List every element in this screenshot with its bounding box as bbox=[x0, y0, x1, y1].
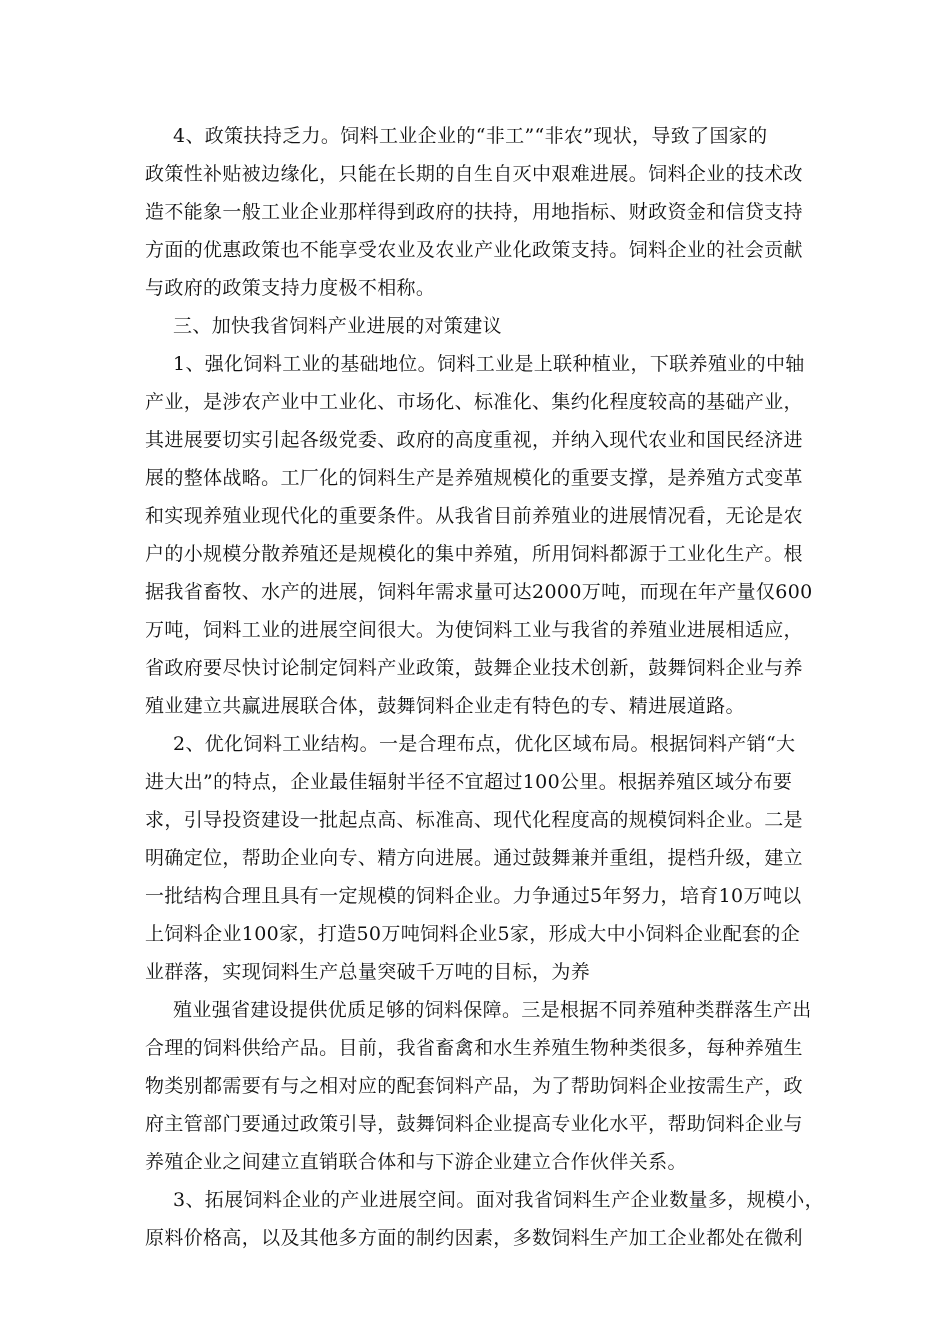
paragraph-1-line-10: 殖业建立共赢进展联合体，鼓舞饲料企业走有特色的专、精进展道路。 bbox=[145, 695, 745, 717]
paragraph-4-line-3: 造不能象一般工业企业那样得到政府的扶持，用地指标、财政资金和信贷支持 bbox=[145, 201, 803, 223]
paragraph-2-line-5: 一批结构合理且具有一定规模的饲料企业。力争通过5年努力，培育10万吨以 bbox=[145, 885, 802, 907]
paragraph-2-line-1: 2、优化饲料工业结构。一是合理布点，优化区域布局。根据饲料产销“大 bbox=[173, 733, 796, 755]
paragraph-4-line-2: 政策性补贴被边缘化，只能在长期的自生自灭中艰难进展。饲料企业的技术改 bbox=[145, 163, 803, 185]
paragraph-2b-line-3: 物类别都需要有与之相对应的配套饲料产品，为了帮助饲料企业按需生产，政 bbox=[145, 1075, 803, 1097]
paragraph-1-line-9: 省政府要尽快讨论制定饲料产业政策，鼓舞企业技术创新，鼓舞饲料企业与养 bbox=[145, 657, 803, 679]
paragraph-1-line-6: 户的小规模分散养殖还是规模化的集中养殖，所用饲料都源于工业化生产。根 bbox=[145, 543, 803, 565]
paragraph-1-line-7: 据我省畜牧、水产的进展，饲料年需求量可达2000万吨，而现在年产量仅600 bbox=[145, 581, 813, 603]
paragraph-1-line-2: 产业，是涉农产业中工业化、市场化、标准化、集约化程度较高的基础产业， bbox=[145, 391, 803, 413]
paragraph-1-line-4: 展的整体战略。工厂化的饲料生产是养殖规模化的重要支撑，是养殖方式变革 bbox=[145, 467, 803, 489]
paragraph-1-line-1: 1、强化饲料工业的基础地位。饲料工业是上联种植业，下联养殖业的中轴 bbox=[173, 353, 805, 375]
paragraph-2-line-2: 进大出”的特点，企业最佳辐射半径不宜超过100公里。根据养殖区域分布要 bbox=[145, 771, 793, 793]
paragraph-2-line-6: 上饲料企业100家，打造50万吨饲料企业5家，形成大中小饲料企业配套的企 bbox=[145, 923, 801, 945]
paragraph-2-line-4: 明确定位，帮助企业向专、精方向进展。通过鼓舞兼并重组，提档升级，建立 bbox=[145, 847, 803, 869]
paragraph-2b-line-1: 殖业强省建设提供优质足够的饲料保障。三是根据不同养殖种类群落生产出 bbox=[173, 999, 812, 1021]
paragraph-2-line-3: 求，引导投资建设一批起点高、标准高、现代化程度高的规模饲料企业。二是 bbox=[145, 809, 803, 831]
paragraph-1-line-8: 万吨，饲料工业的进展空间很大。为使饲料工业与我省的养殖业进展相适应， bbox=[145, 619, 803, 641]
paragraph-4-line-1: 4、政策扶持乏力。饲料工业企业的“非工”“非农”现状，导致了国家的 bbox=[173, 125, 768, 147]
paragraph-2b-line-5: 养殖企业之间建立直销联合体和与下游企业建立合作伙伴关系。 bbox=[145, 1151, 687, 1173]
section-heading-3: 三、加快我省饲料产业进展的对策建议 bbox=[173, 315, 502, 337]
paragraph-4-line-5: 与政府的政策支持力度极不相称。 bbox=[145, 277, 436, 299]
paragraph-4-line-4: 方面的优惠政策也不能享受农业及农业产业化政策支持。饲料企业的社会贡献 bbox=[145, 239, 803, 261]
paragraph-1-line-5: 和实现养殖业现代化的重要条件。从我省目前养殖业的进展情况看，无论是农 bbox=[145, 505, 803, 527]
paragraph-1-line-3: 其进展要切实引起各级党委、政府的高度重视，并纳入现代农业和国民经济进 bbox=[145, 429, 803, 451]
paragraph-3-line-2: 原料价格高，以及其他多方面的制约因素，多数饲料生产加工企业都处在微利 bbox=[145, 1227, 803, 1249]
paragraph-3-line-1: 3、拓展饲料企业的产业进展空间。面对我省饲料生产企业数量多，规模小， bbox=[173, 1189, 824, 1211]
paragraph-2b-line-2: 合理的饲料供给产品。目前，我省畜禽和水生养殖生物种类很多，每种养殖生 bbox=[145, 1037, 803, 1059]
paragraph-2b-line-4: 府主管部门要通过政策引导，鼓舞饲料企业提高专业化水平，帮助饲料企业与 bbox=[145, 1113, 803, 1135]
paragraph-2-line-7: 业群落，实现饲料生产总量突破千万吨的目标，为养 bbox=[145, 961, 591, 983]
